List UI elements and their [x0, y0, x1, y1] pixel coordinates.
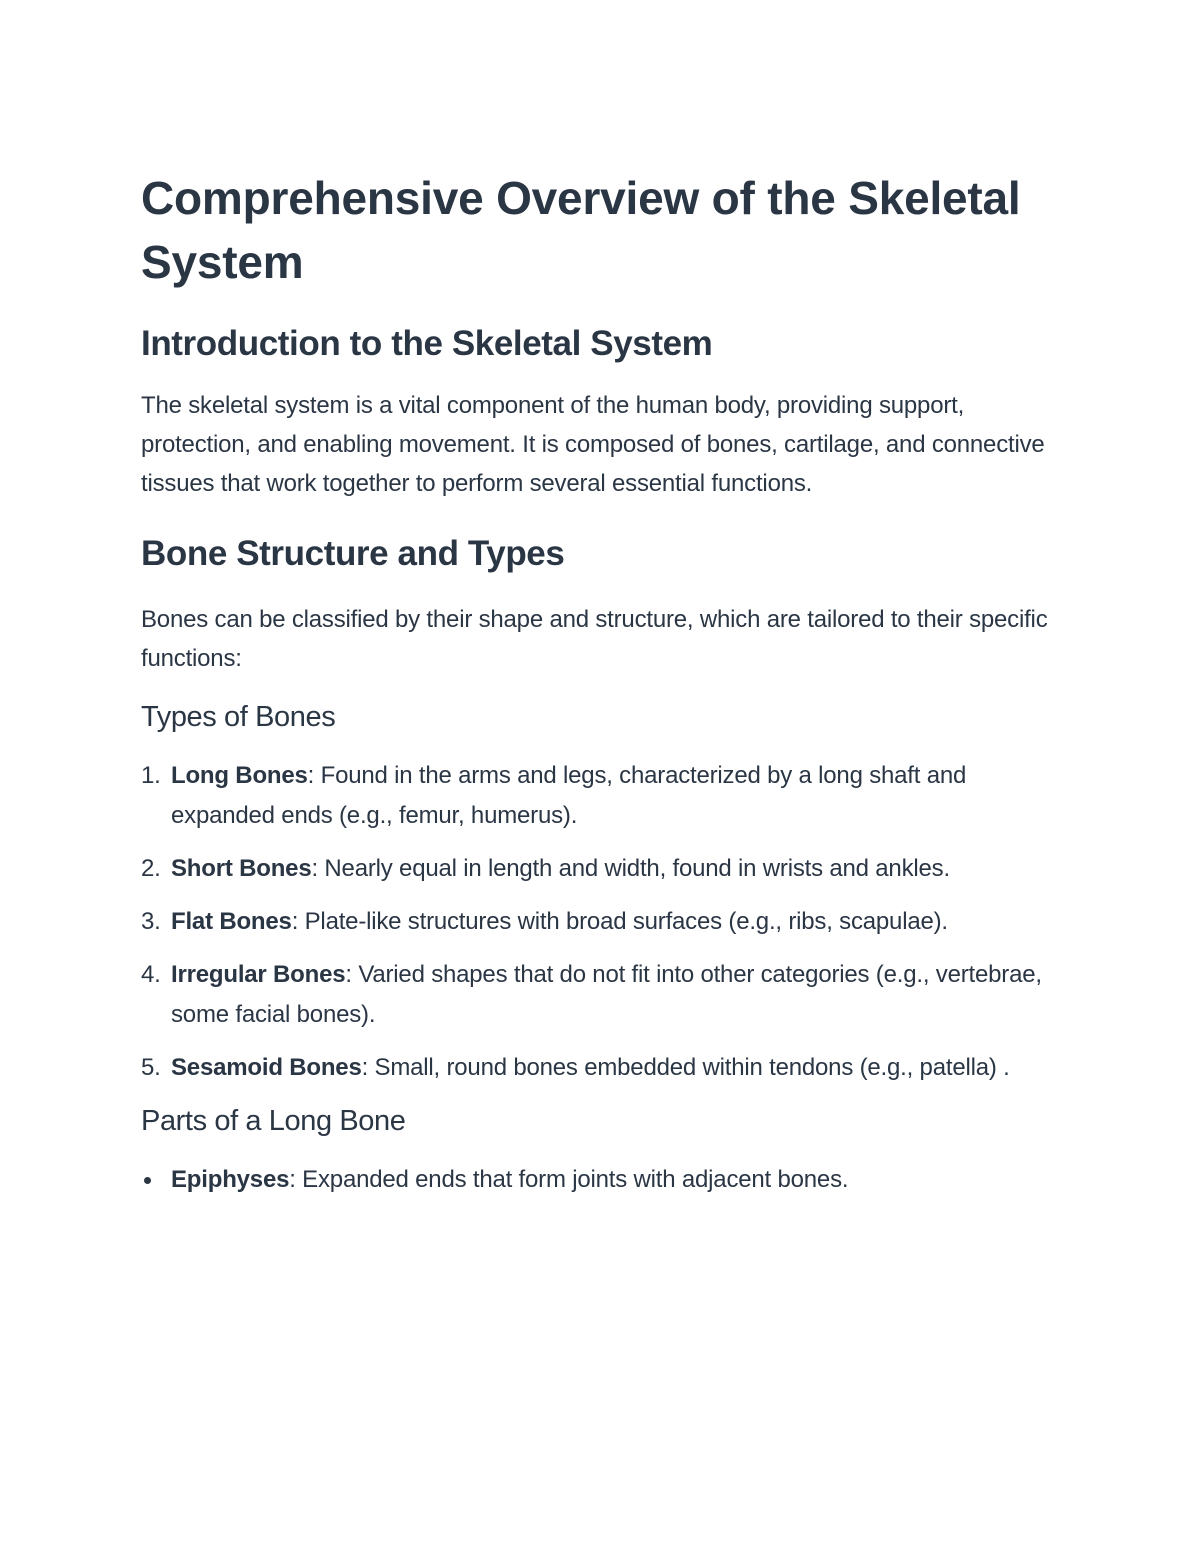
- list-item-description: : Varied shapes that do not fit into other categories (e.g., vertebrae, some facial bones).: [171, 961, 1042, 1028]
- section-heading-bone-structure: Bone Structure and Types: [141, 534, 565, 573]
- list-item-description: : Expanded ends that form joints with adjacent bones.: [289, 1166, 849, 1193]
- page-title: Comprehensive Overview of the Skeletal System: [141, 172, 1021, 288]
- list-item-term: Sesamoid Bones: [171, 1054, 362, 1081]
- list-item-description: : Found in the arms and legs, characterized by a long shaft and expanded ends (e.g., femur, humerus).: [171, 762, 967, 829]
- list-number: 5.: [141, 1054, 161, 1081]
- list-number: 2.: [141, 855, 161, 882]
- list-item-description: : Plate-like structures with broad surfaces (e.g., ribs, scapulae).: [291, 908, 948, 935]
- list-number: 1.: [141, 762, 161, 789]
- bone-types-list: [141, 756, 1071, 1088]
- list-item-term: Irregular Bones: [171, 961, 346, 988]
- list-item: [141, 902, 1071, 942]
- list-item-term: Flat Bones: [171, 908, 292, 935]
- list-item-term: Long Bones: [171, 762, 308, 789]
- introduction-paragraph: The skeletal system is a vital component of the human body, providing support, protection, and enabling movement. It is composed of bones, cartilage, and connective tissues that work together to perform several essential functions.: [141, 392, 1045, 497]
- document-page: [141, 166, 1071, 1200]
- bullet-icon: [144, 1177, 151, 1184]
- subheading-parts-of-long-bone: Parts of a Long Bone: [141, 1105, 406, 1137]
- subheading-types-of-bones: Types of Bones: [141, 701, 336, 733]
- list-item: [141, 1160, 1071, 1200]
- long-bone-parts-list: [141, 1160, 1071, 1200]
- list-item-description: : Nearly equal in length and width, found in wrists and ankles.: [311, 855, 950, 882]
- list-item: [141, 1048, 1071, 1088]
- list-item-term: Short Bones: [171, 855, 312, 882]
- list-item: [141, 756, 1071, 836]
- bone-structure-paragraph: Bones can be classified by their shape and structure, which are tailored to their specific functions:: [141, 606, 1048, 672]
- list-item-term: Epiphyses: [171, 1166, 290, 1193]
- list-number: 4.: [141, 961, 161, 988]
- list-item: [141, 849, 1071, 889]
- list-item: [141, 955, 1071, 1035]
- list-item-description: : Small, round bones embedded within tendons (e.g., patella) .: [361, 1054, 1010, 1081]
- section-heading-introduction: Introduction to the Skeletal System: [141, 324, 713, 363]
- list-number: 3.: [141, 908, 161, 935]
